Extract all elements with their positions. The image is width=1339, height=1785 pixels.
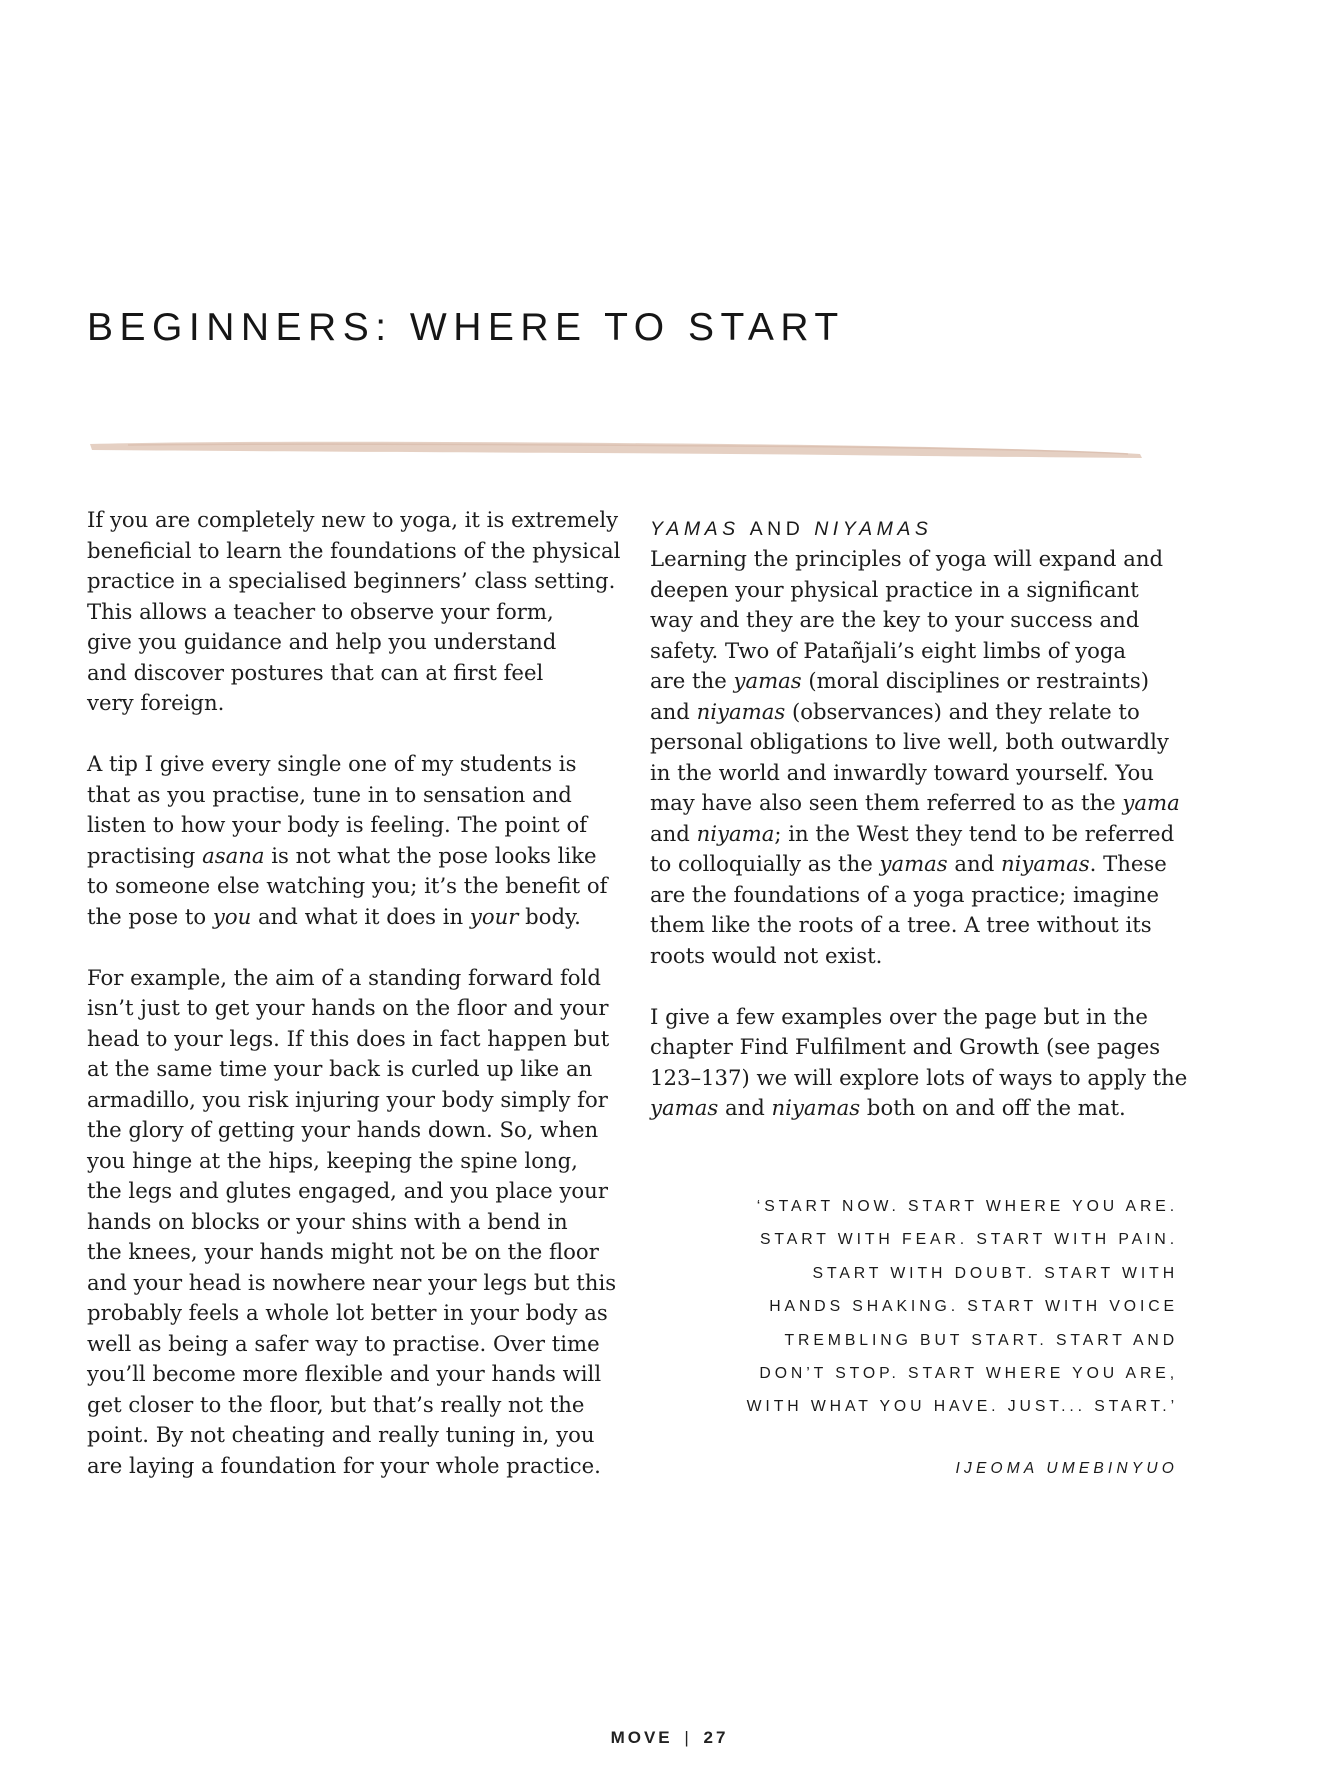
text-line: very foreign. xyxy=(87,690,225,715)
text-line: safety. Two of Patañjali’s eight limbs of yoga xyxy=(650,637,1127,663)
emphasis: your xyxy=(469,903,519,929)
text-line: roots would not exist. xyxy=(650,942,883,968)
text-line: practice in a specialised beginners’ class setting. xyxy=(87,568,616,593)
right-column xyxy=(650,514,1188,1124)
text-line: are the foundations of a yoga practice; imagine xyxy=(650,881,1159,907)
quote-line: TREMBLING BUT START. START AND xyxy=(784,1331,1178,1349)
text-line: the pose to you and what it does in your body. xyxy=(87,903,581,929)
footer-separator: | xyxy=(684,1728,692,1747)
quote-line: START WITH FEAR. START WITH PAIN. xyxy=(759,1231,1178,1249)
text-line: Learning the principles of yoga will expand and xyxy=(650,546,1164,571)
text-line: may have also seen them referred to as the yama xyxy=(650,790,1180,815)
paragraph-principles xyxy=(650,544,1180,971)
text-line: way and they are the key to your success and xyxy=(650,607,1140,632)
emphasis: you xyxy=(212,903,252,929)
quote-line: ‘START NOW. START WHERE YOU ARE. xyxy=(756,1198,1178,1215)
quote-line: WITH WHAT YOU HAVE. JUST... START.’ xyxy=(746,1398,1178,1416)
text-line: give you guidance and help you understand xyxy=(87,629,557,654)
text-line: 123–137) we will explore lots of ways to apply the xyxy=(650,1064,1188,1090)
heading-niyamas: NIYAMAS xyxy=(814,518,933,540)
text-line: A tip I give every single one of my students is xyxy=(87,751,577,776)
text-line: the legs and glutes engaged, and you place your xyxy=(87,1178,608,1203)
text-line: hands on blocks or your shins with a bend in xyxy=(87,1208,568,1234)
pull-quote xyxy=(747,1190,1178,1424)
text-line: and niyama; in the West they tend to be referred xyxy=(650,820,1175,846)
text-line: This allows a teacher to observe your form, xyxy=(87,598,554,624)
text-line: and niyamas (observances) and they relate to xyxy=(650,698,1140,724)
text-line: If you are completely new to yoga, it is extremely xyxy=(87,507,619,532)
quote-author: IJEOMA UMEBINYUO xyxy=(955,1460,1178,1477)
text-line: head to your legs. If this does in fact happen but xyxy=(87,1025,610,1051)
page-title: BEGINNERS: WHERE TO START xyxy=(87,306,845,349)
emphasis: yamas xyxy=(650,1095,719,1120)
text-line: in the world and inwardly toward yourself. You xyxy=(650,759,1154,785)
text-line: deepen your physical practice in a significant xyxy=(650,576,1139,602)
paragraph-tip xyxy=(87,749,657,932)
emphasis: yamas xyxy=(733,668,802,693)
quote-line: START WITH DOUBT. START WITH xyxy=(812,1264,1178,1282)
page-number: 27 xyxy=(703,1728,729,1747)
text-line: armadillo, you risk injuring your body simply for xyxy=(87,1086,608,1112)
section-heading xyxy=(650,514,1180,544)
text-line: beneficial to learn the foundations of the physical xyxy=(87,537,621,563)
left-column xyxy=(87,505,657,1481)
text-line: you hinge at the hips, keeping the spine long, xyxy=(87,1147,578,1173)
text-line: well as being a safer way to practise. Over time xyxy=(87,1330,600,1356)
text-line: are the yamas (moral disciplines or restraints) xyxy=(650,668,1150,693)
footer-section: MOVE xyxy=(610,1728,673,1747)
text-line: get closer to the floor, but that’s really not the xyxy=(87,1391,585,1417)
quote-line: DON’T STOP. START WHERE YOU ARE, xyxy=(759,1365,1178,1383)
quote-line: HANDS SHAKING. START WITH VOICE xyxy=(769,1298,1178,1316)
text-line: listen to how your body is feeling. The point of xyxy=(87,812,588,837)
text-line: you’ll become more flexible and your hands will xyxy=(87,1361,602,1386)
text-line: personal obligations to live well, both outwardly xyxy=(650,729,1169,754)
paragraph-intro xyxy=(87,505,657,719)
text-line: and your head is nowhere near your legs but this xyxy=(87,1269,617,1295)
text-line: isn’t just to get your hands on the floor and your xyxy=(87,995,609,1020)
text-line: point. By not cheating and really tuning in, you xyxy=(87,1422,595,1447)
text-line: I give a few examples over the page but in the xyxy=(650,1003,1148,1029)
text-line: practising asana is not what the pose looks like xyxy=(87,842,597,868)
page-footer xyxy=(0,1728,1339,1748)
text-line: them like the roots of a tree. A tree without its xyxy=(650,912,1152,937)
paragraph-examples xyxy=(650,1002,1188,1124)
text-line: at the same time your back is curled up like an xyxy=(87,1056,593,1081)
emphasis: asana xyxy=(202,842,265,868)
emphasis: niyamas xyxy=(771,1095,861,1120)
text-line: probably feels a whole lot better in your body as xyxy=(87,1300,608,1325)
brush-divider xyxy=(88,437,1146,463)
emphasis: yama xyxy=(1122,790,1180,815)
heading-yamas: YAMAS xyxy=(650,518,740,540)
text-line: to colloquially as the yamas and niyamas. These xyxy=(650,851,1167,876)
emphasis: niyamas xyxy=(696,698,786,724)
text-line: the glory of getting your hands down. So, when xyxy=(87,1117,599,1142)
paragraph-example xyxy=(87,963,657,1482)
emphasis: niyamas xyxy=(1001,851,1090,876)
text-line: are laying a foundation for your whole practice. xyxy=(87,1452,601,1478)
text-line: to someone else watching you; it’s the benefit of xyxy=(87,873,608,898)
emphasis: yamas xyxy=(879,851,948,876)
heading-and: AND xyxy=(749,518,805,540)
text-line: the knees, your hands might not be on the floor xyxy=(87,1239,599,1264)
text-line: and discover postures that can at first feel xyxy=(87,659,544,685)
text-line: chapter Find Fulfilment and Growth (see pages xyxy=(650,1034,1161,1059)
emphasis: niyama xyxy=(696,820,775,846)
text-line: yamas and niyamas both on and off the mat. xyxy=(650,1095,1126,1120)
text-line: that as you practise, tune in to sensation and xyxy=(87,781,572,807)
text-line: For example, the aim of a standing forward fold xyxy=(87,964,601,990)
